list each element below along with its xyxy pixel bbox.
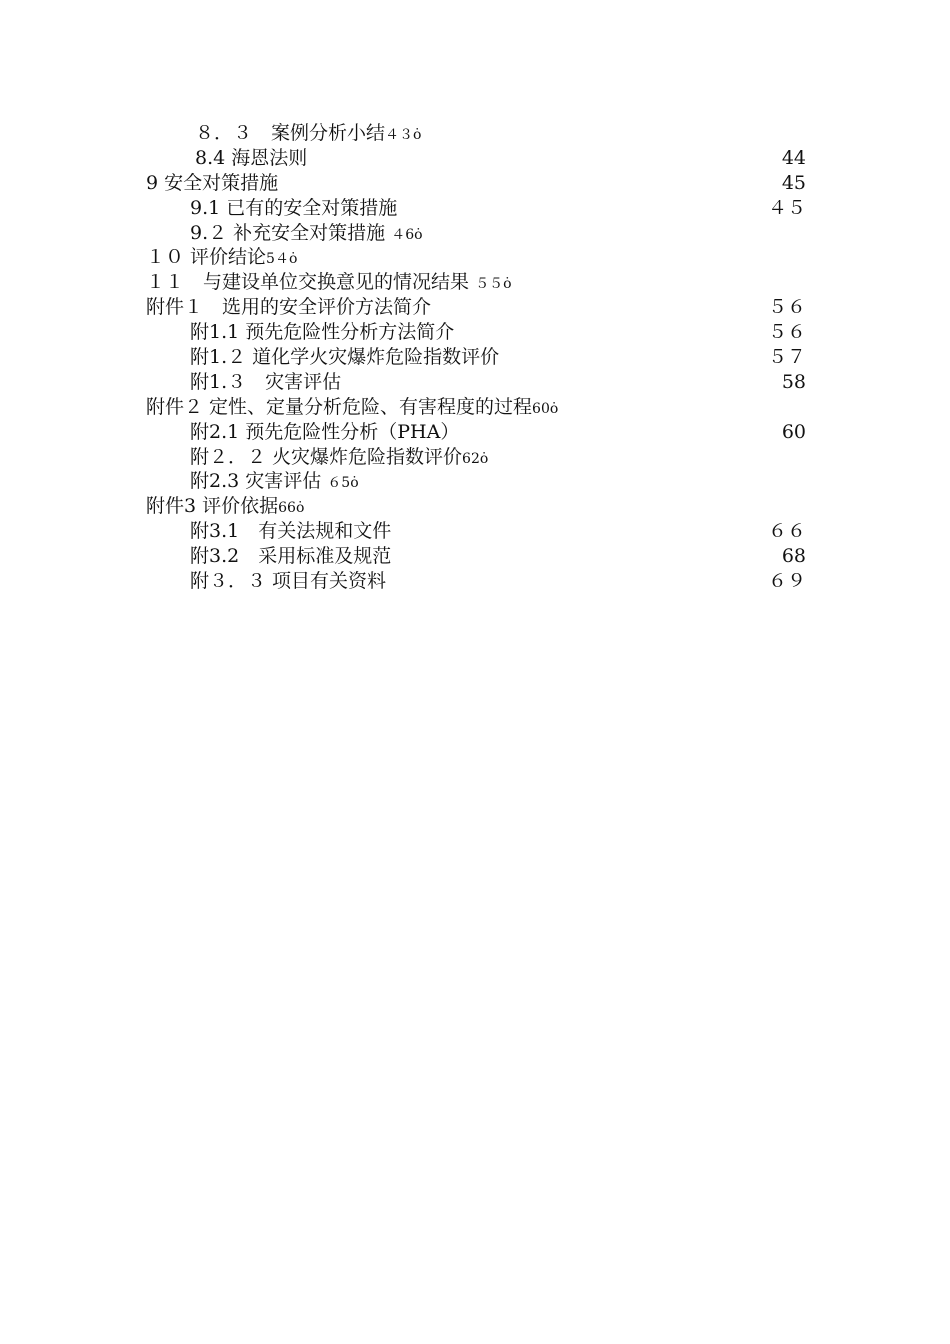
toc-entry-10 bbox=[0, 245, 950, 270]
toc-entry-appendix-2 bbox=[0, 395, 950, 420]
toc-entry-title: 附件２ 定性、定量分析危险、有害程度的过程60ȯ bbox=[146, 395, 559, 418]
toc-entry-title: 附件3 评价依据66ȯ bbox=[146, 495, 305, 518]
toc-entry-title: 附1.３ 灾害评估 bbox=[190, 370, 342, 393]
toc-inline-page: 62 bbox=[462, 450, 480, 467]
toc-entry-9 bbox=[0, 171, 950, 196]
toc-entry-appendix-1 bbox=[0, 295, 950, 320]
toc-entry-title: 附２．２ 火灾爆炸危险指数评价62ȯ bbox=[190, 445, 489, 468]
toc-page-number: ４５ bbox=[767, 196, 806, 219]
toc-entry-appendix-1-3 bbox=[0, 370, 950, 395]
toc-inline-page: 60 bbox=[532, 400, 550, 417]
toc-entry-appendix-2-2 bbox=[0, 445, 950, 470]
toc-page-number: 45 bbox=[781, 171, 806, 194]
toc-entry-appendix-3-2 bbox=[0, 544, 950, 569]
toc-entry-title: 9.２ 补充安全对策措施 ４6ȯ bbox=[190, 221, 423, 244]
toc-entry-title: 附３．３ 项目有关资料 bbox=[190, 570, 387, 593]
toc-inline-page: ５５ bbox=[475, 276, 504, 293]
toc-page-number: 60 bbox=[781, 420, 806, 443]
toc-inline-page: ４３ bbox=[385, 127, 414, 143]
toc-inline-page: 66 bbox=[278, 500, 296, 517]
toc-entry-11 bbox=[0, 270, 950, 295]
toc-entry-9-2 bbox=[0, 221, 950, 246]
toc-entry-appendix-1-2 bbox=[0, 345, 950, 370]
table-of-contents bbox=[0, 121, 950, 594]
toc-entry-title: 9.1 已有的安全对策措施 bbox=[190, 196, 398, 219]
toc-entry-title: 9 安全对策措施 bbox=[146, 171, 279, 194]
toc-entry-title: 附2.1 预先危险性分析（PHA） bbox=[190, 420, 460, 443]
toc-entry-title: 8.4 海恩法则 bbox=[195, 146, 308, 169]
toc-entry-appendix-1-1 bbox=[0, 320, 950, 345]
toc-entry-title: 附3.2 采用标准及规范 bbox=[190, 545, 392, 568]
toc-entry-title: 附2.3 灾害评估 ６5ȯ bbox=[190, 470, 359, 493]
toc-page-number: 68 bbox=[781, 545, 806, 568]
toc-page-number: ６９ bbox=[767, 570, 806, 593]
toc-entry-title: １１ 与建设单位交换意见的情况结果 ５５ȯ bbox=[146, 271, 512, 294]
toc-inline-page: ４6 bbox=[391, 226, 415, 243]
toc-entry-title: 附1.２ 道化学火灾爆炸危险指数评价 bbox=[190, 346, 500, 369]
toc-page-number: 58 bbox=[781, 370, 806, 393]
toc-entry-appendix-3-3 bbox=[0, 569, 950, 594]
toc-entry-title: 附3.1 有关法规和文件 bbox=[190, 520, 392, 543]
toc-entry-appendix-3 bbox=[0, 494, 950, 519]
toc-entry-appendix-2-3 bbox=[0, 469, 950, 494]
toc-page-number: 44 bbox=[781, 146, 806, 169]
toc-page-number: ５６ bbox=[767, 296, 806, 319]
toc-page-number: ５６ bbox=[767, 321, 806, 344]
toc-page-number: ６６ bbox=[767, 520, 806, 543]
toc-inline-page: 5４ bbox=[266, 251, 289, 268]
toc-entry-title: ８．３ 案例分析小结４３ȯ bbox=[195, 122, 422, 144]
toc-entry-title: １０ 评价结论5４ȯ bbox=[146, 246, 298, 269]
toc-entry-title: 附件１ 选用的安全评价方法简介 bbox=[146, 296, 432, 319]
toc-entry-9-1 bbox=[0, 196, 950, 221]
toc-entry-title: 附1.1 预先危险性分析方法简介 bbox=[190, 321, 455, 344]
toc-entry-appendix-2-1 bbox=[0, 420, 950, 445]
toc-page-number: ５７ bbox=[767, 346, 806, 369]
toc-entry-8-3 bbox=[0, 121, 950, 146]
toc-entry-8-4 bbox=[0, 146, 950, 171]
toc-entry-appendix-3-1 bbox=[0, 519, 950, 544]
toc-inline-page: ６5 bbox=[327, 475, 351, 492]
